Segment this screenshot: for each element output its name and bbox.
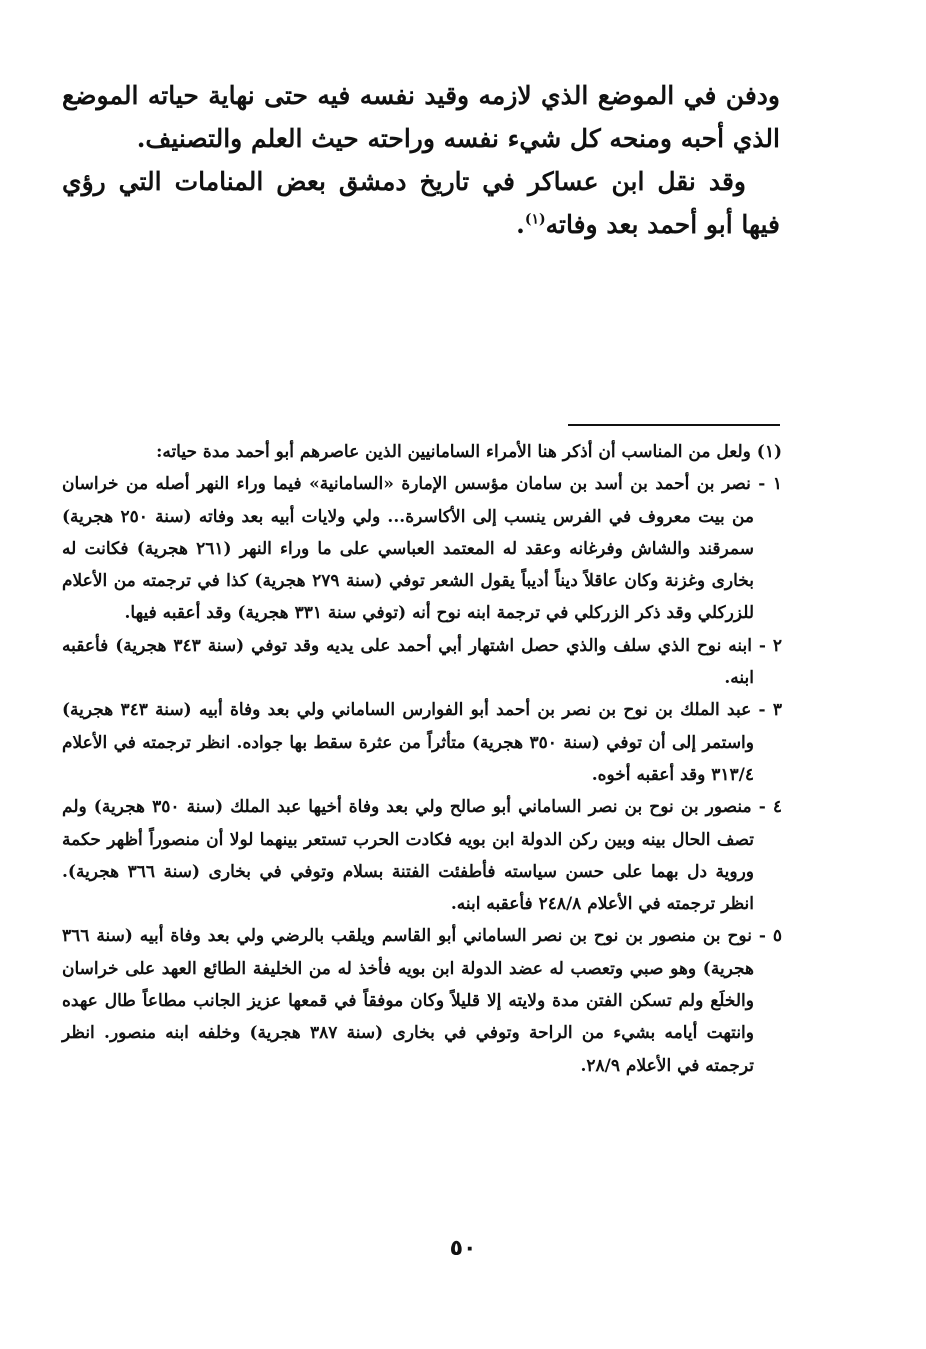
- footnote-intro: (١) ولعل من المناسب أن أذكر هنا الأمراء السامانيين الذين عاصرهم أبو أحمد مدة حياته:: [156, 442, 782, 462]
- footnotes: [62, 436, 782, 1082]
- footnote-item-4: ٤ - منصور بن نوح بن نصر الساماني أبو صالح ولي بعد وفاة أخيها عبد الملك (سنة ٣٥٠ هجرية) ولم تصف الحال بينه وبين ركن الدولة ابن بويه فكادت الحرب تستعر بينهما لولا أن منصوراً أظهر حكمة وروية دل بهما على حسن سياسته فأطفئت الفتنة بسلام وتوفي في بخارى (سنة ٣٦٦ هجرية). انظر ترجمته في الأعلام ٢٤٨/٨ فأعقبه ابنه.: [62, 797, 782, 915]
- footnote-item-5: ٥ - نوح بن منصور بن نوح بن نصر الساماني أبو القاسم ويلقب بالرضي ولي بعد وفاة أبيه (سنة ٣٦٦ هجرية) وهو صبي وتعصب له عضد الدولة ابن بويه فأخذ له من الخليفة الطائع العهد على خراسان والخلَع ولم تسكن الفتن مدة ولايته إلا قليلاً وكان موفقاً في قمعها عزيز الجانب مطاعاً طال عهده وانتهت أيامه بشيء من الراحة وتوفي في بخارى (سنة ٣٨٧ هجرية) وخلفه ابنه منصور. انظر ترجمته في الأعلام ٢٨/٩.: [62, 926, 782, 1076]
- main-text: [62, 74, 780, 246]
- paragraph-1: ودفن في الموضع الذي لازمه وقيد نفسه فيه حتى نهاية حياته الموضع الذي أحبه ومنحه كل شيء نفسه وراحته حيث العلم والتصنيف.: [62, 81, 780, 153]
- footnote-ref: (١): [524, 211, 546, 228]
- paragraph-2: [62, 160, 780, 246]
- footnote-item-2: ٢ - ابنه نوح الذي سلف والذي حصل اشتهار أبي أحمد على يديه وقد توفي (سنة ٣٤٣ هجرية) فأعقبه ابنه.: [62, 635, 782, 689]
- page-number: ٥٠: [449, 1236, 477, 1261]
- paragraph-2-end: .: [516, 210, 525, 239]
- footnote-separator: [568, 424, 780, 426]
- footnote-item-3: ٣ - عبد الملك بن نوح بن نصر بن أحمد أبو الفوارس الساماني ولي بعد وفاة أبيه (سنة ٣٤٣ هجرية) واستمر إلى أن توفي (سنة ٣٥٠ هجرية) متأثراً من عثرة سقط بها جواده. انظر ترجمته في الأعلام ٣١٣/٤ وقد أعقبه أخوه.: [62, 700, 782, 785]
- footnote-item-1: ١ - نصر بن أحمد بن أسد بن سامان مؤسس الإمارة «السامانية» فيما وراء النهر أصله من خراسان من بيت معروف في الفرس ينسب إلى الأكاسرة... ولي ولايات أبيه بعد وفاته (سنة ٢٥٠ هجرية) سمرقند والشاش وفرغانه وعقد له المعتمد العباسي على ما وراء النهر (٢٦١ هجرية) فكانت له بخارى وغزنة وكان عاقلاً ديناً أديباً يقول الشعر توفي (سنة ٢٧٩ هجرية) كذا في ترجمته من الأعلام للزركلي وقد ذكر الزركلي في ترجمة ابنه نوح أنه (توفي سنة ٣٣١ هجرية) وقد أعقبه فيها.: [62, 474, 782, 624]
- paragraph-2-text: وقد نقل ابن عساكر في تاريخ دمشق بعض المنامات التي رؤي فيها أبو أحمد بعد وفاته: [62, 167, 780, 239]
